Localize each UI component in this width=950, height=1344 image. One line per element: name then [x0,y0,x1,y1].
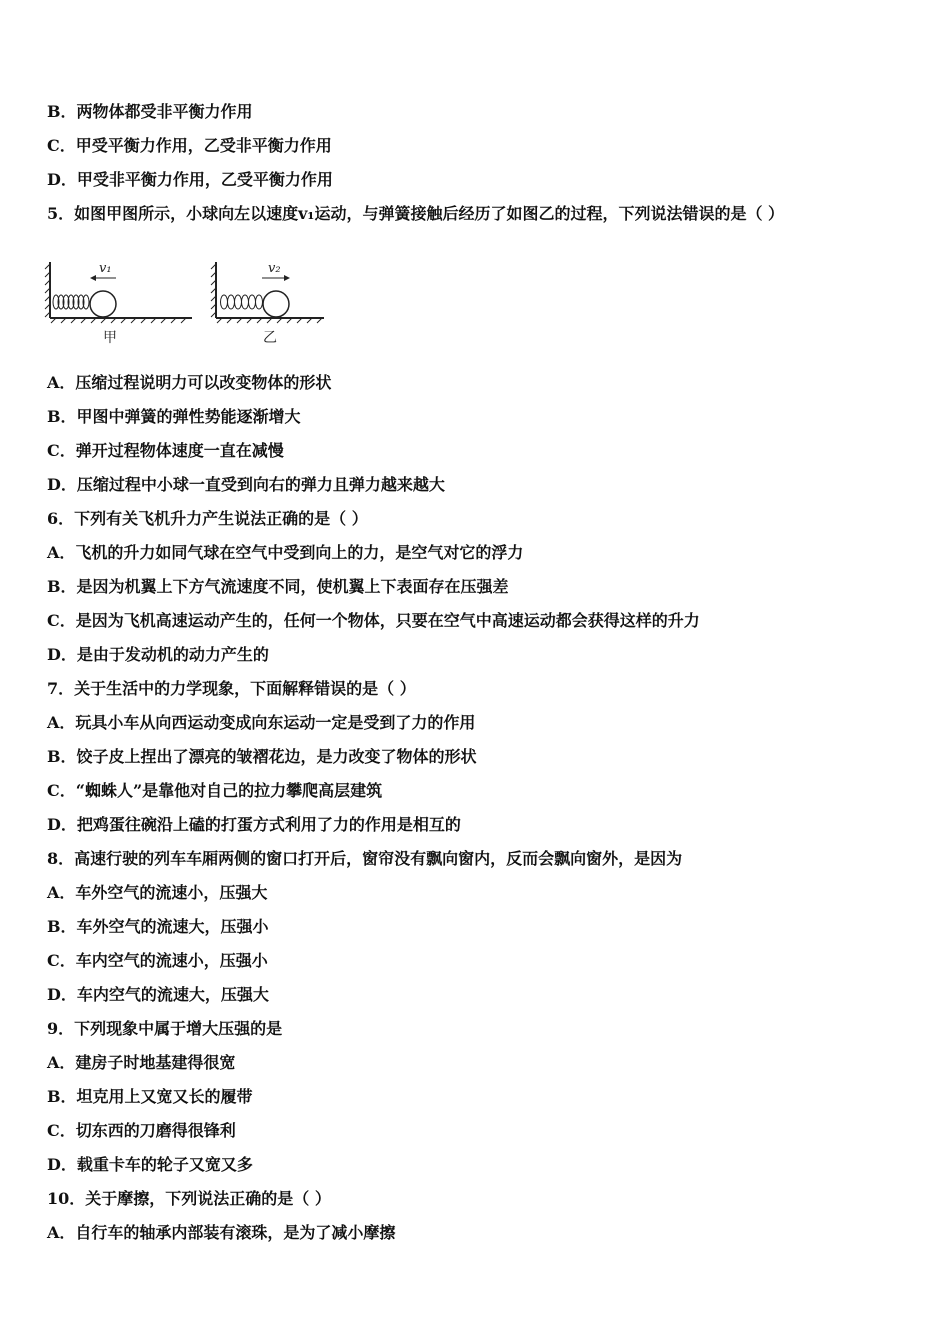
option-4b: B．两物体都受非平衡力作用 [47,102,253,121]
option-4d: D．甲受非平衡力作用，乙受平衡力作用 [47,170,333,189]
spring-ball-diagram [44,256,344,348]
question-5: 5．如图甲图所示，小球向左以速度v₁运动，与弹簧接触后经历了如图乙的过程，下列说法错误的是（ ） [47,204,785,223]
option-9c: C．切东西的刀磨得很锋利 [47,1121,236,1140]
option-9a: A．建房子时地基建得很宽 [47,1053,236,1072]
figure-right [211,261,324,346]
question-8: 8．高速行驶的列车车厢两侧的窗口打开后，窗帘没有飘向窗内，反而会飘向窗外，是因为 [47,849,683,868]
option-7b: B．饺子皮上捏出了漂亮的皱褶花边，是力改变了物体的形状 [47,747,477,766]
figure-left [45,261,192,346]
figure-left-caption: 甲 [103,330,117,346]
figure-right-caption: 乙 [263,330,277,346]
option-5a: A．压缩过程说明力可以改变物体的形状 [47,373,332,392]
option-6a: A．飞机的升力如同气球在空气中受到向上的力，是空气对它的浮力 [47,543,524,562]
option-6d: D．是由于发动机的动力产生的 [47,645,269,664]
velocity-v2-label: v₂ [268,261,281,276]
question-6: 6．下列有关飞机升力产生说法正确的是（ ） [47,509,368,528]
option-7c: C．“蜘蛛人”是靠他对自己的拉力攀爬高层建筑 [47,781,383,800]
option-8d: D．车内空气的流速大，压强大 [47,985,269,1004]
question-9: 9．下列现象中属于增大压强的是 [47,1019,283,1038]
option-5d: D．压缩过程中小球一直受到向右的弹力且弹力越来越大 [47,475,445,494]
question-10: 10．关于摩擦，下列说法正确的是（ ） [47,1189,331,1208]
option-6c: C．是因为飞机高速运动产生的，任何一个物体，只要在空气中高速运动都会获得这样的升力 [47,611,700,630]
question-7: 7．关于生活中的力学现象，下面解释错误的是（ ） [47,679,416,698]
option-5c: C．弹开过程物体速度一直在减慢 [47,441,284,460]
option-5b: B．甲图中弹簧的弹性势能逐渐增大 [47,407,301,426]
option-4c: C．甲受平衡力作用，乙受非平衡力作用 [47,136,332,155]
option-7d: D．把鸡蛋往碗沿上磕的打蛋方式利用了力的作用是相互的 [47,815,461,834]
option-8b: B．车外空气的流速大，压强小 [47,917,269,936]
option-10a: A．自行车的轴承内部装有滚珠，是为了减小摩擦 [47,1223,396,1242]
option-8c: C．车内空气的流速小，压强小 [47,951,268,970]
option-9d: D．载重卡车的轮子又宽又多 [47,1155,253,1174]
option-9b: B．坦克用上又宽又长的履带 [47,1087,253,1106]
option-7a: A．玩具小车从向西运动变成向东运动一定是受到了力的作用 [47,713,476,732]
spring-ball-figure [44,256,344,348]
velocity-v1-label: v₁ [99,261,112,276]
option-8a: A．车外空气的流速小，压强大 [47,883,268,902]
option-6b: B．是因为机翼上下方气流速度不同，使机翼上下表面存在压强差 [47,577,509,596]
